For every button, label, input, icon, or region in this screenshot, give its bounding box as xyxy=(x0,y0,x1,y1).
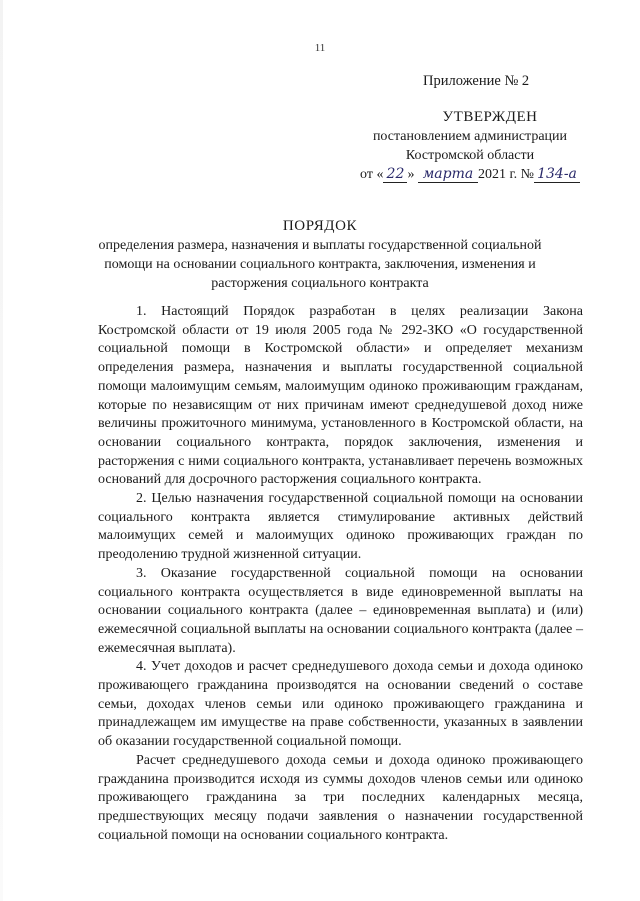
approval-date-line xyxy=(360,165,580,184)
approval-heading: УТВЕРЖДЕН xyxy=(442,109,538,125)
paragraph-2: 2. Целью назначения государственной социальной помощи на основании социального контракта является стимулирование активных действий малоимущих семей и малоимущих одиноко проживающих граждан по преодолению трудной жизненной ситуации. xyxy=(98,491,583,563)
document-title: ПОРЯДОК xyxy=(282,218,358,234)
paragraph-3: 3. Оказание государственной социальной помощи на основании социального контракта осуществляется в виде единовременной выплаты на основании социального контракта (далее – единовременная выплата) и (или) ежемесячной социальной выплаты на основании социального контракта (далее – ежемесячная выплата). xyxy=(98,565,583,656)
paragraph-4: 4. Учет доходов и расчет среднедушевого дохода семьи и дохода одиноко проживающего гражданина производятся на основании сведений о составе семьи, доходах членов семьи или одиноко проживающего гражданина и принадлежащем им имуществе на праве собственности, указанных в заявлении об оказании государственной социальной помощи. xyxy=(98,659,583,750)
handwritten-day: 22 xyxy=(383,166,407,183)
paragraph-5: Расчет среднедушевого дохода семьи и дохода одиноко проживающего гражданина производится исходя из суммы доходов членов семьи или одиноко проживающего гражданина за три последних календарных месяца, предшествующих месяцу подачи заявления о назначении государственной социальной помощи на основании социального контракта. xyxy=(98,752,583,843)
approval-block xyxy=(360,108,580,184)
date-prefix: от « xyxy=(360,167,384,182)
handwritten-month: марта xyxy=(418,166,478,183)
page-number: 11 xyxy=(314,42,326,54)
document-subtitle: определения размера, назначения и выплаты государственной социальной помощи на основании социального контракта, заключения, изменения и расторжения социального контракта xyxy=(98,238,542,291)
approval-line-1: постановлением администрации xyxy=(372,129,568,144)
appendix-label: Приложение № 2 xyxy=(423,73,530,89)
paragraph-1: 1. Настоящий Порядок разработан в целях реализации Закона Костромской области от 19 июля 2005 года № 292-ЗКО «О государственной социальной помощи в Костромской области» и определяет механизм определения размера, назначения и выплаты государственной социальной помощи малоимущим семьям, малоимущим одиноко проживающим гражданам, которые по независящим от них причинам имеют среднедушевой доход ниже величины прожиточного минимума, установленного в Костромской области, на основании социального контракта, порядок заключения, изменения и расторжения с ними социального контракта, устанавливает перечень возможных оснований для досрочного расторжения социального контракта. xyxy=(98,304,583,488)
date-mid: » xyxy=(407,167,415,182)
date-year: 2021 г. № xyxy=(477,167,534,182)
scan-edge xyxy=(0,0,3,901)
document-body xyxy=(98,303,583,845)
handwritten-number: 134-а xyxy=(534,166,580,183)
approval-line-2: Костромской области xyxy=(405,148,535,163)
